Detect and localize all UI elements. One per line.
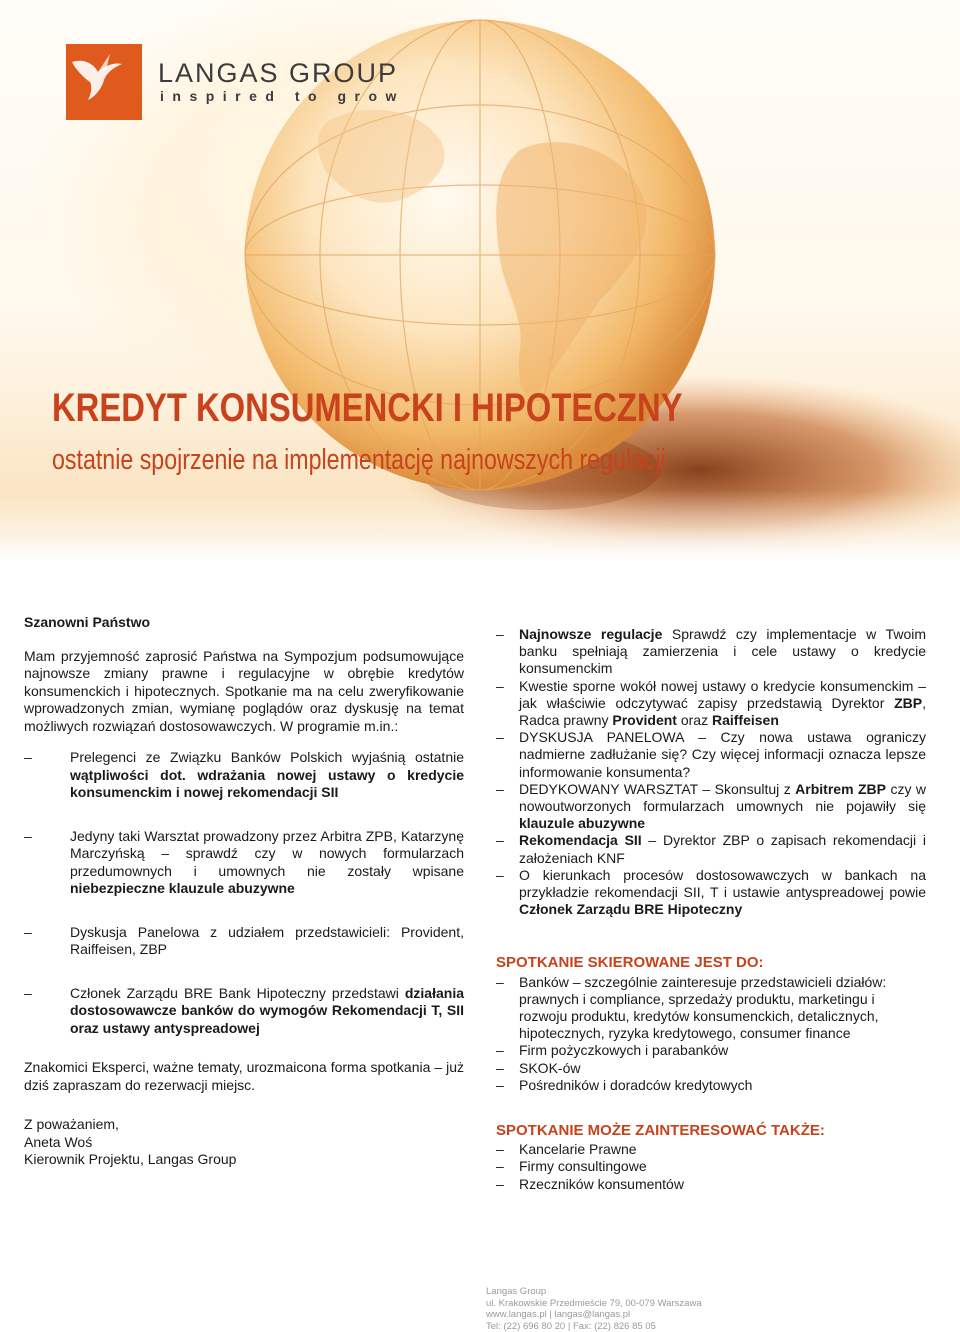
signature-role: Kierownik Projektu, Langas Group <box>24 1151 237 1167</box>
dash-bullet: – <box>24 749 32 765</box>
program-item: – Członek Zarządu BRE Bank Hipoteczny przedstawi działania dostosowawcze banków do wymogów Rekomendacji T, SII oraz ustawy antyspreadowej <box>24 984 464 1036</box>
agenda-item: – Rekomendacja SII – Dyrektor ZBP o zapisach rekomendacji i założeniach KNF <box>496 832 926 866</box>
also-item: – Rzeczników konsumentów <box>496 1175 684 1192</box>
program-item: – Jedyny taki Warsztat prowadzony przez Arbitra ZPB, Katarzynę Marczyńską – sprawdź czy w nowych formularzach przedumownych i umownych nie zostały wpisane niebezpieczne klauzule abuzywne <box>24 827 464 896</box>
dash-bullet: – <box>24 984 32 1001</box>
agenda-column <box>496 626 926 1193</box>
agenda-item: – DYSKUSJA PANELOWA – Czy nowa ustawa ograniczy nadmierne zadłużanie się? Czy więcej informacji oznacza lepsze informowanie konsumenta? <box>496 729 926 780</box>
brand-logo <box>66 44 142 120</box>
agenda-item: – O kierunkach procesów dostosowawczych w bankach na przykładzie rekomendacji SII, T i ustawie antyspreadowej powie Członek Zarządu BRE Hipoteczny <box>496 866 926 918</box>
dash-bullet: – <box>496 780 504 797</box>
dash-bullet: – <box>496 729 504 746</box>
audience-item: – Firm pożyczkowych i parabanków <box>496 1042 729 1059</box>
audience-item: – Banków – szczególnie zainteresuje przedstawicieli działów: prawnych i compliance, sprzedaży produktu, marketingu i rozwoju produktu, kredytów konsumenckich, detalicznych, hipotecznych, ryzyka kredytowego, consumer finance <box>496 973 887 1042</box>
also-item: – Kancelarie Prawne <box>496 1141 637 1158</box>
also-interested-section <box>496 1122 926 1193</box>
footer-contact <box>486 1286 702 1332</box>
also-item: – Firmy consultingowe <box>496 1158 647 1175</box>
salutation: Szanowni Państwo <box>24 614 151 630</box>
audience-heading: SPOTKANIE SKIEROWANE JEST DO: <box>496 954 764 972</box>
dash-bullet: – <box>496 677 504 694</box>
audience-item: – SKOK-ów <box>496 1059 581 1076</box>
footer-address: ul. Krakowskie Przedmieście 79, 00-079 Warszawa <box>486 1297 702 1309</box>
signature-greeting: Z poważaniem, <box>24 1116 119 1132</box>
dash-bullet: – <box>496 866 504 883</box>
signature-name: Aneta Woś <box>24 1133 93 1150</box>
program-item: – Dyskusja Panelowa z udziałem przedstawicieli: Provident, Raiffeisen, ZBP <box>24 923 464 957</box>
footer-web[interactable]: www.langas.pl | langas@langas.pl <box>486 1309 631 1320</box>
hero-banner <box>0 0 960 560</box>
dash-bullet: – <box>496 626 504 642</box>
brand-name: LANGAS GROUP <box>158 58 399 88</box>
dash-bullet: – <box>24 923 32 940</box>
page-subtitle: ostatnie spojrzenie na implementację najnowszych regulacji <box>52 444 666 476</box>
agenda-item: – Kwestie sporne wokół nowej ustawy o kredycie konsumenckim – jak właściwie odczytywać zapisy przedstawią Dyrektor ZBP, Radca prawny Provident oraz Raiffeisen <box>496 677 926 729</box>
audience-item: – Pośredników i doradców kredytowych <box>496 1076 753 1093</box>
letter-column <box>24 614 464 1169</box>
dash-bullet: – <box>496 832 504 849</box>
hummingbird-icon <box>66 44 126 104</box>
footer-phone: Tel: (22) 696 80 20 | Fax: (22) 826 85 05 <box>486 1320 656 1332</box>
audience-section <box>496 954 926 1094</box>
footer-company: Langas Group <box>486 1286 547 1297</box>
agenda-item: – DEDYKOWANY WARSZTAT – Skonsultuj z Arbitrem ZBP czy w nowoutworzonych formularzach umownych nie pojawiły się klauzule abuzywne <box>496 780 927 832</box>
agenda-item: – Najnowsze regulacje Sprawdź czy implementacje w Twoim banku spełniają zamierzenia i cele ustawy o kredycie konsumenckim <box>496 626 927 677</box>
dash-bullet: – <box>24 827 32 844</box>
program-item: – Prelegenci ze Związku Banków Polskich wyjaśnią ostatnie wątpliwości dot. wdrażania nowej ustawy o kredycie konsumenckim i nowej rekomendacji SII <box>24 749 464 800</box>
closing-paragraph: Znakomici Eksperci, ważne tematy, urozmaicona forma spotkania – już dziś zapraszam do rezerwacji miejsc. <box>24 1059 464 1093</box>
also-interested-heading: SPOTKANIE MOŻE ZAINTERESOWAĆ TAKŻE: <box>496 1122 825 1140</box>
brand-tagline: inspired to grow <box>160 88 405 104</box>
page-title: KREDYT KONSUMENCKI I HIPOTECZNY <box>52 386 683 430</box>
intro-paragraph: Mam przyjemność zaprosić Państwa na Sympozjum podsumowujące najnowsze zmiany prawne i regulacyjne w obrębie kredytów konsumenckich i hipotecznych. Spotkanie ma na celu zweryfikowanie wprowadzonych zmian, wymianę poglądów oraz dyskusję na temat możliwych rozwiązań dostosowawczych. W programie m.in.: <box>24 647 464 734</box>
